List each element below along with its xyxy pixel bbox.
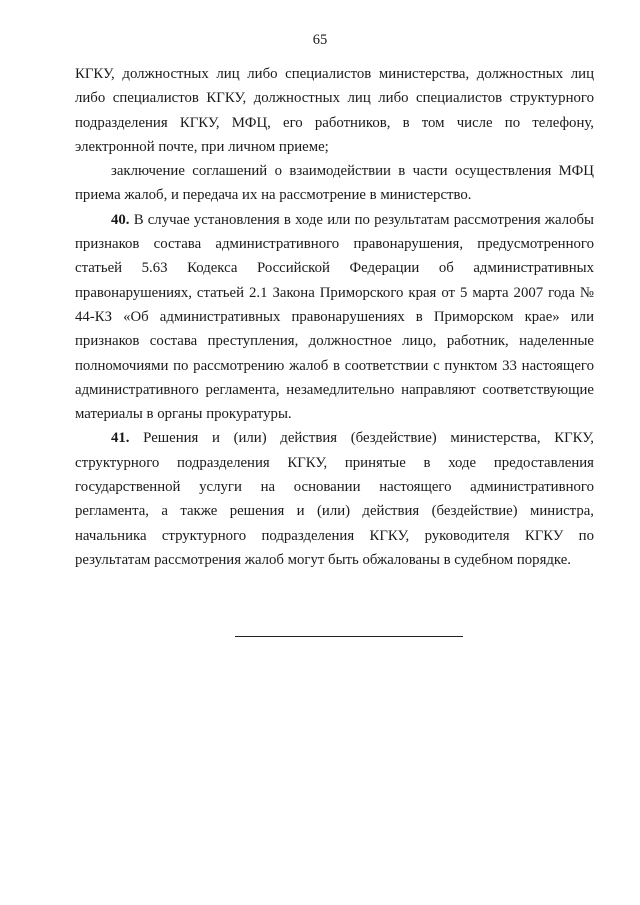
document-body <box>75 62 594 572</box>
paragraph-continuation: КГКУ, должностных лиц либо специалистов министерства, должностных лиц либо специалистов КГКУ, должностных лиц либо специалистов структурного подразделения КГКУ, МФЦ, его работников, в том числе по телефону, электронной почте, при личном приеме; <box>75 66 594 155</box>
page-number: 65 <box>312 32 328 48</box>
paragraph-agreement: заключение соглашений о взаимодействии в части осуществления МФЦ приема жалоб, и передача их на рассмотрение в министерство. <box>75 163 594 204</box>
paragraph-text: В случае установления в ходе или по результатам рассмотрения жалобы признаков состава административного правонарушения, предусмотренного статьей 5.63 Кодекса Российской Федерации об административных правонарушениях, статьей 2.1 Закона Приморского края от 5 марта 2007 года № 44-КЗ «Об административных правонарушениях в Приморском крае» или признаков состава преступления, должностное лицо, работник, наделенные полномочиями по рассмотрению жалоб в соответствии с пунктом 33 настоящего административного регламента, незамедлительно направляют соответствующие материалы в органы прокуратуры. <box>75 211 594 423</box>
paragraph-number: 40. <box>111 211 130 228</box>
paragraph-41 <box>75 426 594 572</box>
paragraph-number: 41. <box>111 430 130 447</box>
paragraph-text: Решения и (или) действия (бездействие) министерства, КГКУ, структурного подразделения КГКУ, принятые в ходе предоставления государственной услуги на основании настоящего административного регламента, а также решения и (или) действия (бездействие) министра, начальника структурного подразделения КГКУ, руководителя КГКУ по результатам рассмотрения жалоб могут быть обжалованы в судебном порядке. <box>75 430 594 568</box>
end-divider-line <box>235 636 463 637</box>
paragraph-40 <box>75 208 594 427</box>
